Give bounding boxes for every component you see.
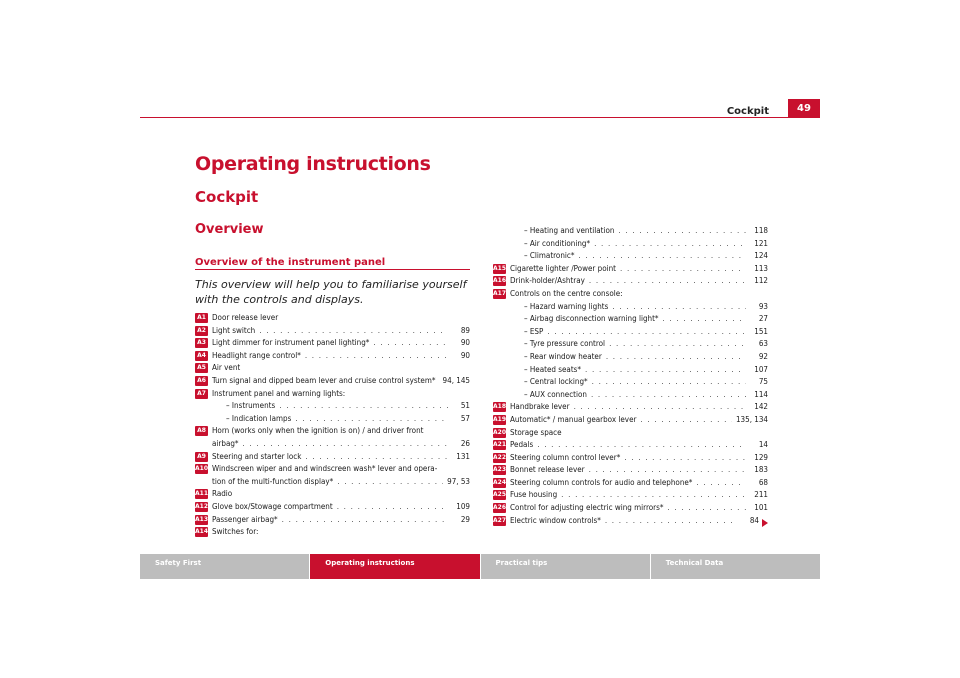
topic-heading-rule [195,269,470,270]
leader-dots [667,502,746,515]
legend-line [195,526,470,539]
leader-dots [547,326,746,339]
page-reference[interactable]: 26 [460,438,470,448]
legend-text: Light dimmer for instrument panel lighting* [212,338,370,348]
callout-badge: A17 [493,289,506,297]
legend-text: – Climatronic* [524,251,575,261]
page-reference[interactable]: 14 [758,440,768,450]
page-reference[interactable]: 27 [758,314,768,324]
legend-text: Radio [212,489,233,499]
legend-line [493,376,768,389]
legend-text: – Airbag disconnection warning light* [524,314,659,324]
page-reference[interactable]: 101 [754,503,768,513]
legend-text: – Indication lamps [226,413,292,423]
header-rule [140,117,820,118]
leader-dots [337,501,448,514]
legend-text: Door release lever [212,313,279,322]
legend-line [493,489,768,502]
legend-item [493,263,768,276]
callout-badge: A14 [195,528,208,536]
callout-badge: A5 [195,363,208,373]
page-reference[interactable]: 29 [460,514,470,524]
legend-item [195,312,470,325]
callout-badge: A6 [195,376,208,386]
legend-text: Electric window controls* [510,515,601,525]
page-reference[interactable]: 113 [754,263,768,273]
leader-dots [612,301,746,314]
callout-badge: A21 [493,441,506,449]
legend-text: Glove box/Stowage compartment [212,501,333,511]
subsection-heading: Overview [195,222,264,237]
page-reference[interactable]: 211 [754,490,768,500]
leader-dots [279,400,448,413]
legend-item [195,463,470,488]
leader-dots [589,464,746,477]
page-reference[interactable]: 84 [749,515,759,525]
legend-line [493,288,768,301]
continue-arrow-icon [762,519,768,527]
legend-line [493,502,768,515]
legend-text: Drink-holder/Ashtray [510,276,585,286]
leader-dots [585,364,746,377]
callout-badge: A24 [493,478,506,486]
legend-text: – Heated seats* [524,364,581,374]
callout-badge: A18 [493,403,506,411]
legend-text: – Hazard warning lights [524,301,609,311]
legend-item [195,526,470,539]
legend-text: Passenger airbag* [212,514,278,524]
legend-line [195,362,470,375]
running-header: Cockpit [726,106,769,117]
callout-badge: A11 [195,490,208,498]
page-reference[interactable]: 112 [754,276,768,286]
callout-badge: A1 [195,313,208,323]
legend-line [493,351,768,364]
legend-text: Switches for: [212,527,259,537]
leader-dots [373,337,448,350]
legend-text: Fuse housing [510,490,558,500]
leader-dots [337,476,443,489]
leader-dots [282,514,448,527]
legend-line [195,413,470,426]
callout-badge: A27 [493,516,506,524]
legend-item [195,451,470,464]
leader-dots [537,439,746,452]
legend-line [493,427,768,440]
legend-item [493,427,768,440]
legend-text: – Central locking* [524,377,588,387]
legend-line [493,338,768,351]
leader-dots [594,238,746,251]
legend-text: Steering column controls for audio and telephone* [510,477,693,487]
callout-badge: A12 [195,502,208,510]
legend-line [195,325,470,338]
leader-dots [696,477,746,490]
page-number: 49 [788,99,820,118]
leader-dots [305,350,448,363]
callout-badge: A19 [493,415,506,423]
legend-line [195,463,470,476]
legend-text: – Rear window heater [524,351,602,361]
page-reference[interactable]: 97, 53 [447,476,470,486]
page-reference[interactable]: 124 [754,251,768,261]
legend-item [195,488,470,501]
legend-line [195,337,470,350]
page-reference[interactable]: 109 [456,501,470,511]
legend-item [493,414,768,427]
legend-line [493,401,768,414]
legend-item [195,501,470,514]
page-reference[interactable]: 89 [460,325,470,335]
legend-item [493,275,768,288]
leader-dots [606,351,746,364]
leader-dots [618,225,746,238]
callout-badge: A23 [493,466,506,474]
page-reference[interactable]: 118 [754,226,768,235]
legend-item [493,489,768,502]
legend-text: Cigarette lighter /Power point [510,263,616,273]
callout-badge: A7 [195,389,208,399]
legend-line [195,438,470,451]
legend-line [493,301,768,314]
legend-item [493,225,768,263]
page-reference[interactable]: 90 [460,338,470,348]
page-reference[interactable]: 151 [754,326,768,336]
legend-line [493,477,768,490]
page-reference[interactable]: 63 [758,339,768,349]
legend-line [195,312,470,325]
legend-line [493,263,768,276]
page-reference[interactable]: 57 [460,413,470,423]
legend-line [493,275,768,288]
legend-line [195,350,470,363]
callout-badge: A4 [195,351,208,361]
tab-safety-first[interactable]: Safety First [140,554,309,579]
legend-line [493,250,768,263]
legend-text: Horn (works only when the ignition is on) / and driver front [212,426,424,436]
page-reference[interactable]: 92 [758,351,768,361]
legend-list-right [493,225,768,527]
legend-text: Controls on the centre console: [510,288,623,298]
legend-text: Storage space [510,427,562,437]
legend-line [493,364,768,377]
legend-item [493,515,768,528]
legend-text: Steering column control lever* [510,452,621,462]
callout-badge: A3 [195,338,208,348]
legend-item [493,288,768,401]
legend-line [493,414,768,427]
callout-badge: A22 [493,453,506,461]
legend-item [493,464,768,477]
legend-text: Control for adjusting electric wing mirrors* [510,503,664,513]
leader-dots [663,313,746,326]
page-reference[interactable]: 183 [754,465,768,475]
legend-line [493,439,768,452]
page-reference[interactable]: 142 [754,402,768,412]
legend-item [195,362,470,375]
tab-operating-instructions[interactable]: Operating instructions [310,554,479,579]
leader-dots [591,389,746,402]
leader-dots [243,438,448,451]
legend-line [493,225,768,238]
callout-badge: A2 [195,326,208,336]
legend-item [493,477,768,490]
legend-item [493,439,768,452]
legend-text: Windscreen wiper and and windscreen wash* lever and opera- [212,464,438,474]
legend-item [195,425,470,450]
legend-line [493,515,768,528]
legend-line [195,400,470,413]
legend-line [493,313,768,326]
legend-text: Air vent [212,363,241,373]
legend-line [493,326,768,339]
page-reference[interactable]: 121 [754,238,768,248]
legend-text: – Instruments [226,401,276,411]
page-reference[interactable]: 51 [460,401,470,411]
legend-text: Pedals [510,440,534,450]
legend-text: Handbrake lever [510,402,570,412]
legend-line [195,375,470,388]
legend-text: Instrument panel and warning lights: [212,388,346,398]
legend-list-left [195,312,470,539]
callout-badge: A20 [493,428,506,436]
legend-line [195,388,470,401]
legend-text: Bonnet release lever [510,465,585,475]
page-reference[interactable]: 135, 134 [735,414,768,424]
section-heading: Cockpit [195,188,259,206]
page-reference[interactable]: 75 [758,377,768,387]
leader-dots [592,376,746,389]
callout-badge: A16 [493,277,506,285]
legend-item [195,325,470,338]
page-reference[interactable]: 107 [754,364,768,374]
legend-text: tion of the multi-function display* [212,476,334,486]
legend-line [493,238,768,251]
legend-item [493,401,768,414]
legend-text: Headlight range control* [212,350,301,360]
legend-line [493,452,768,465]
legend-text: – Heating and ventilation [524,226,615,235]
page-reference[interactable]: 114 [754,389,768,399]
intro-text: This overview will help you to familiarise yourself with the controls and displays. [195,278,467,306]
chapter-heading: Operating instructions [195,153,431,175]
leader-dots [605,515,737,528]
leader-dots [574,401,746,414]
tab-technical-data[interactable]: Technical Data [651,554,820,579]
tab-practical-tips[interactable]: Practical tips [481,554,650,579]
leader-dots [259,325,448,338]
page-reference[interactable]: 90 [460,350,470,360]
legend-line [493,464,768,477]
page-reference[interactable]: 94, 145 [442,375,470,385]
leader-dots [624,452,746,465]
legend-text: – Tyre pressure control [524,339,606,349]
legend-line [195,488,470,501]
leader-dots [561,489,746,502]
callout-badge: A10 [195,465,208,473]
leader-dots [578,250,746,263]
topic-heading: Overview of the instrument panel [195,257,386,268]
legend-line [195,501,470,514]
leader-dots [305,451,448,464]
leader-dots [295,413,448,426]
legend-text: – Air conditioning* [524,238,591,248]
footer-tabs [140,554,820,579]
legend-item [195,388,470,426]
callout-badge: A15 [493,264,506,272]
legend-text: – ESP [524,326,544,336]
legend-item [195,514,470,527]
page-reference[interactable]: 68 [758,477,768,487]
page-reference[interactable]: 93 [758,301,768,311]
page-reference[interactable]: 131 [456,451,470,461]
callout-badge: A25 [493,491,506,499]
legend-line [195,425,470,438]
legend-item [493,452,768,465]
legend-text: Light switch [212,325,256,335]
legend-line [195,514,470,527]
legend-line [195,476,470,489]
callout-badge: A13 [195,515,208,523]
page-reference[interactable]: 129 [754,452,768,462]
legend-line [195,451,470,464]
legend-item [493,502,768,515]
callout-badge: A8 [195,426,208,436]
legend-text: Automatic* / manual gearbox lever [510,414,637,424]
legend-item [195,350,470,363]
legend-text: Turn signal and dipped beam lever and cruise control system* [212,375,436,385]
legend-text: – AUX connection [524,389,587,399]
legend-line [493,389,768,402]
legend-text: airbag* [212,438,239,448]
leader-dots [609,338,746,351]
callout-badge: A9 [195,452,208,462]
callout-badge: A26 [493,504,506,512]
legend-text: Steering and starter lock [212,451,302,461]
leader-dots [620,263,746,276]
leader-dots [640,414,732,427]
leader-dots [589,275,746,288]
legend-item [195,375,470,388]
legend-item [195,337,470,350]
